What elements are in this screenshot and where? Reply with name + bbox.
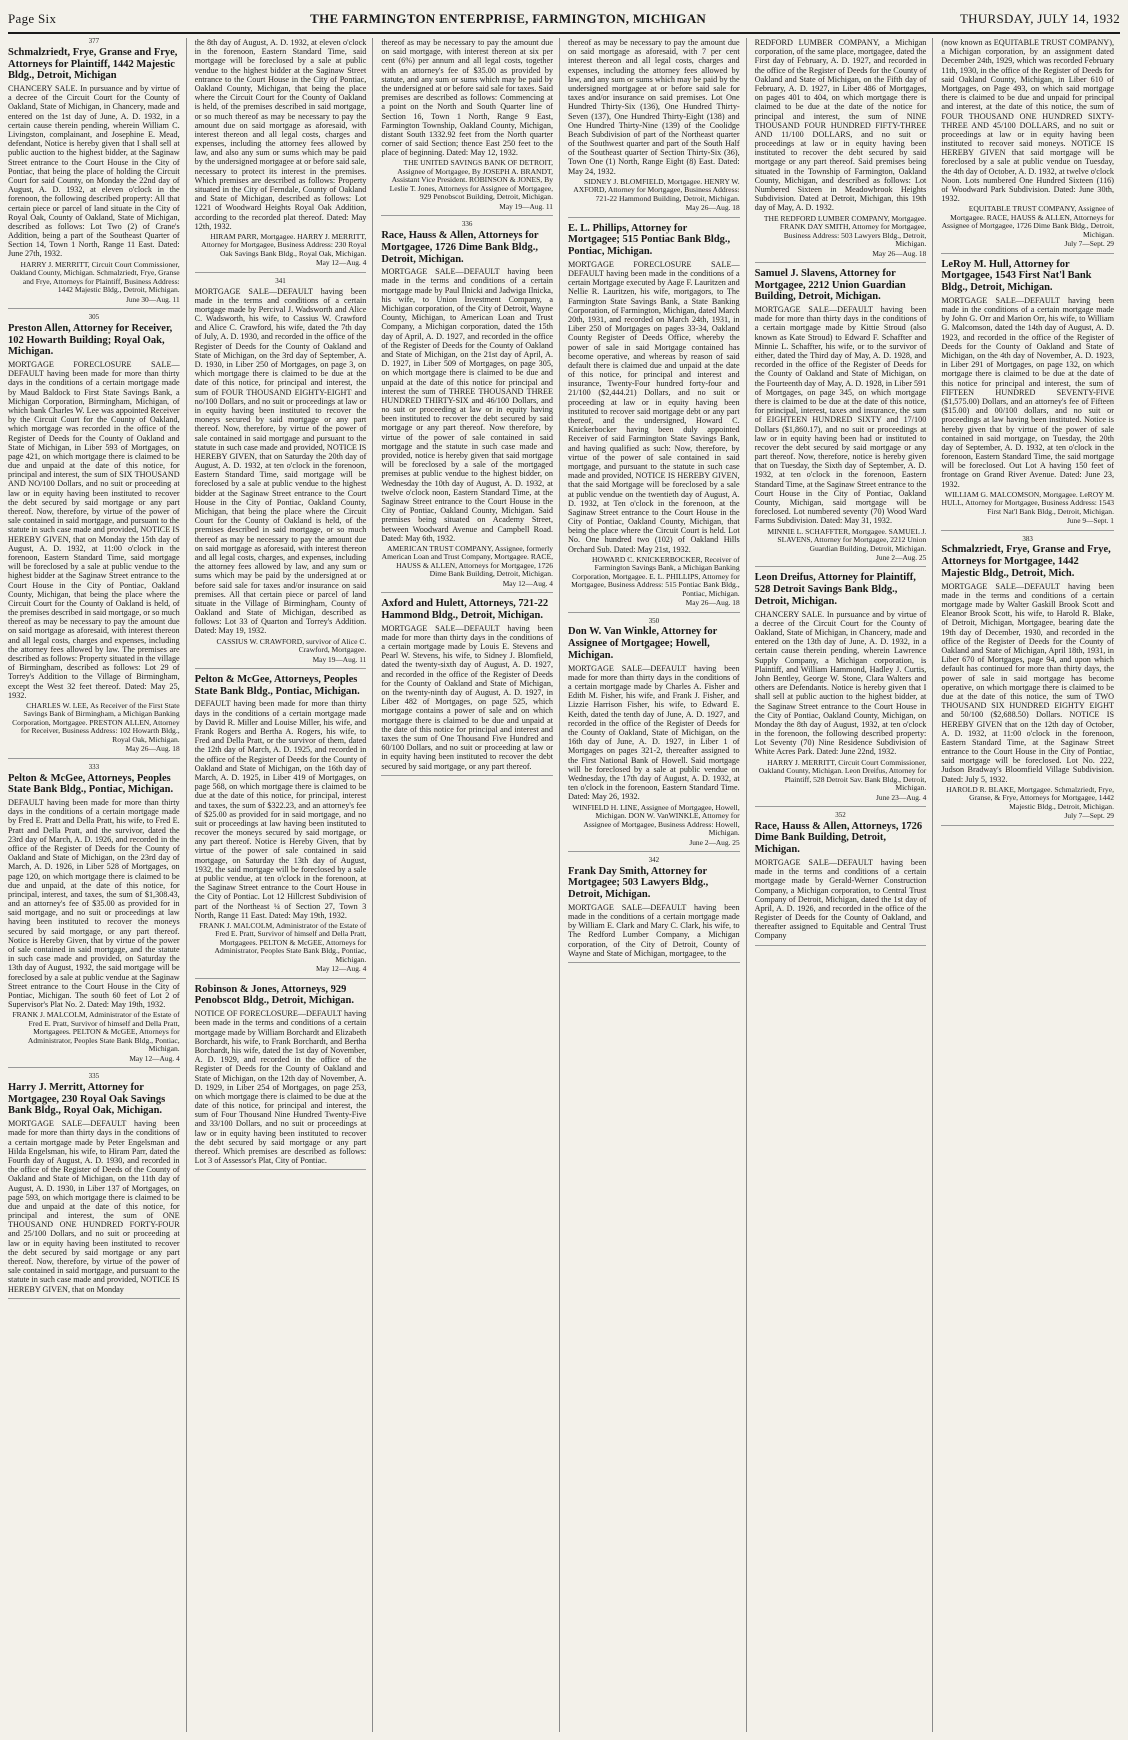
notice-heading: Preston Allen, Attorney for Receiver, 102 Howarth Building; Royal Oak, Michigan.	[8, 322, 173, 358]
notice-signature: WILLIAM G. MALCOMSON, Mortgagee. LeROY M. HULL, Attorney for Mortgagee, Business Address: 1543 First Nat'l Bank Bldg., Detroit, Michigan.	[941, 489, 1114, 516]
notice-heading: LeRoy M. Hull, Attorney for Mortgagee, 1543 First Nat'l Bank Bldg., Detroit, Michigan.	[941, 258, 1092, 294]
notice-body: CHANCERY SALE. In pursuance and by virtue of a decree of the Circuit Court for the County of Oakland, State of Michigan, in Chancery, made and entered on the 1st day of June, A. D. 1932, in a certain cause therein pending, wherein William C. Livingston, complainant, and Josephine E. Mead, defendant, Notice is hereby given that I shall sell at public auction to the highest bidder, at the Saginaw Street entrance to the Court House in the City of Pontiac, that being the place of holding the Circuit Court for said County, on Monday the 22nd day of August, A. D. 1932, at eleven o'clock in the forenoon, the following described property: All that certain piece or parcel of land situate in the City of Royal Oak, County of Oakland, State of Michigan, described as follows: Lot Two (2) of Crane's Addition, being a part of the Southeast Quarter of Section 14, Town 1 North, Range 11 East. Dated: June 27th, 1932.	[8, 84, 180, 259]
notice-run-dates: May 26—Aug. 18	[685, 203, 740, 213]
notice-heading: Schmalzriedt, Frye, Granse and Frye, Attorneys for Mortgagee, 1442 Majestic Bldg., Detroit, Mich.	[941, 544, 1111, 579]
notice-heading: Schmalzriedt, Frye, Granse and Frye, Attorneys for Plaintiff, 1442 Majestic Bldg., Detroit, Michigan	[8, 46, 178, 82]
notice-run-dates: May 19—Aug. 11	[499, 201, 553, 211]
column-3	[381, 38, 560, 1732]
notice-run-dates: June 9—Sept. 1	[1066, 516, 1114, 526]
notice-signature: EQUITABLE TRUST COMPANY, Assignee of Mortgagee. RACE, HAUSS & ALLEN, Attorneys for Assignee of Mortgagee, 1726 Dime Bank Bldg., Detroit, Michigan.	[941, 204, 1114, 239]
notice-body: MORTGAGE SALE—DEFAULT having been made in the terms and conditions of a certain mortgage made by Percival J. Wadsworth and Alice C. Wadsworth, his wife, to Cassius W. Crawford and Alice C. Crawford, his wife, dated the 7th day of July, A. D. 1930, and recorded in the office of the Register of Deeds for the County of Oakland and State of Michigan, on the 3rd day of September, A. D. 1930, in Liber 250 of Mortgages, on page 3, on which mortgage there is claimed to be due at the date of this notice, for principal and interest, the sum of FOUR THOUSAND EIGHTY-EIGHT and no/100 Dollars, and no suit or proceedings at law or in equity having been instituted to recover the moneys secured by said mortgage or any part thereof. Now, therefore, by virtue of the power of sale contained in said mortgage and pursuant to the statute in such case made and provided, NOTICE IS HEREBY GIVEN, that on Saturday the 20th day of August, A. D. 1932, at ten o'clock in the forenoon, Eastern Standard Time, said mortgage will be foreclosed by a sale at public vendue to the highest bidder at the Saginaw Street entrance to the Court House in the City of Pontiac, Oakland County, Michigan, that being the place where the Circuit Court for the County of Oakland is held, of the premises described in said mortgage, or so much thereof as may be necessary to pay the amount due on said mortgage as aforesaid, with interest thereon and all legal costs, charges, and expenses, including the attorney fees allowed by law, and any sum or sums which may be paid by the undersigned at or before said sale for taxes and/or insurance on said premises. All that certain piece or parcel of land situate in the Village of Birmingham, County of Oakland and State of Michigan, described as follows: Lot 33 of Quarton and Torrey's Addition. Dated: May 19, 1932.	[194, 286, 367, 636]
notice-number: 383	[1022, 534, 1033, 543]
legal-notice	[755, 268, 927, 568]
legal-notice	[568, 618, 740, 852]
notice-heading: Axford and Hulett, Attorneys, 721-22 Hammond Bldg., Detroit, Michigan.	[381, 598, 549, 621]
notice-heading: Pelton & McGee, Attorneys, Peoples State Bank Bldg., Pontiac, Michigan.	[8, 772, 174, 796]
column-5	[755, 38, 934, 1732]
notice-signature: WINFIELD H. LINE, Assignee of Mortgagee, Howell, Michigan. DON W. VanWINKLE, Attorney for Assignee of Mortgagee, Business Address: Howell, Michigan.	[572, 802, 740, 838]
notice-signature: SIDNEY J. BLOMFIELD, Mortgagee. HENRY W. AXFORD, Attorney for Mortgagee, Business Address: 721-22 Hammond Building, Detroit, Michigan.	[573, 176, 740, 203]
notice-number: 333	[88, 762, 100, 771]
notice-signature: THE REDFORD LUMBER COMPANY, Mortgagee. FRANK DAY SMITH, Attorney for Mortgagee, Business Address: 503 Lawyers Bldg., Detroit, Michigan.	[763, 213, 927, 249]
notice-number: 336	[461, 220, 473, 229]
notice-body: MORTGAGE SALE—DEFAULT having been made in the terms and conditions of a certain mortgage made by Paul Ilnicki and Jadwiga Ilnicka, his wife, to Union Investment Company, a Michigan corporation, of the City of Detroit, Wayne County, Michigan, to American Loan and Trust Company, a Michigan corporation, dated the 15th day of April, A. D. 1927, and recorded in the office of the Register of Deeds for the County of Oakland and State of Michigan, on the 21st day of April, A. D. 1927, in Liber 509 of Mortgages, on page 305, on which mortgage there is claimed to be due and unpaid at the date of this notice for principal and interest the sum of THREE THOUSAND THREE HUNDRED THIRTY-SIX and 46/100 Dollars, and no suit or proceeding at law or in equity having been instituted to recover the debt secured by said mortgage or any part thereof. Now therefore, by virtue of the power of sale contained in said mortgage and the statute in such case made and provided, notice is hereby given that said mortgage will be foreclosed by a sale of the mortgaged premises at public vendue to the highest bidder, on Wednesday the 10th day of August, A. D. 1932, at twelve o'clock noon, Eastern Standard Time, at the Saginaw Street entrance to the Court House in the City of Pontiac, Oakland County, Michigan. Said premises being situated on Academy Street, between Woodward Avenue and Campbell Road. Dated: May 6th, 1932.	[381, 267, 553, 543]
notice-run-dates: May 26—Aug. 18	[685, 598, 740, 608]
legal-notice	[568, 857, 740, 963]
legal-notice	[195, 278, 367, 669]
legal-notice	[755, 812, 927, 946]
masthead	[8, 6, 1120, 34]
legal-notice	[568, 38, 740, 218]
column-1	[8, 38, 187, 1732]
notice-body: (now known as EQUITABLE TRUST COMPANY), a Michigan corporation, by an assignment dated December 24th, 1929, which was recorded February 11th, 1930, in the office of the Register of Deeds for said Oakland County, Michigan, in Liber 610 of Mortgages, on Page 493, on which said mortgage there is claimed to be due and unpaid for principal and interest, at the date of this notice, the sum of FOUR THOUSAND ONE HUNDRED SIXTY-THREE AND 45/100 DOLLARS, and no suit or proceedings at law or in equity having been instituted to recover said moneys. NOTICE IS HEREBY GIVEN that said mortgage will be foreclosed by a sale at public vendue on Tuesday, the 4th day of October, A. D. 1932, at twelve o'clock Noon. Lots numbered One Hundred Sixteen (116) of Woodward Park Subdivision. Dated: June 30th, 1932.	[941, 38, 1114, 204]
notice-body: MORTGAGE SALE—DEFAULT having been made for more than thirty days in the conditions of a certain mortgage made by Peter Engelsman and Hilda Engelsman, his wife, to Hiram Parr, dated the Fourth day of August, A. D. 1930, and recorded in the office of the Register of Deeds of the County of Oakland and State of Michigan, on the 11th day of August, A. D. 1930, in Liber 137 of Mortgages, on page 593, on which mortgage there is claimed to be due and unpaid at the date of this notice, for principal and interest, the sum of ONE THOUSAND ONE HUNDRED FORTY-FOUR and 25/100 Dollars, and no suit or proceeding at law or in equity having been instituted to recover the debt secured by said mortgage or any part thereof. Now, therefore, by virtue of the power of sale contained in said mortgage, and pursuant to the statute in such case made and provided, NOTICE IS HEREBY GIVEN, that on Monday	[8, 1119, 180, 1294]
notice-body: REDFORD LUMBER COMPANY, a Michigan corporation, of the same place, mortgagee, dated the First day of February, A. D. 1927, and recorded in the office of the Register of Deeds for the County of Oakland and State of Michigan, on the Fifth day of February, A. D. 1927, in Liber 486 of Mortgages, on pages 401 to 404, on which mortgage there is claimed to be due at the date of the notice for principal and interest, the sum of NINE THOUSAND FOUR HUNDRED FIFTY-THREE AND 11/100 DOLLARS, and no suit or proceedings at law or in equity having been instituted to recover the debt secured by said mortgage or any part thereof. Said premises being situated in the Township of Farmington, Oakland County, Michigan, and described as follows: Lot Numbered Sixteen in Meadowbrook Heights Subdivision. Dated at Detroit, Michigan, this 19th day of May, A. D. 1932.	[754, 38, 927, 213]
notice-body: CHANCERY SALE. In pursuance and by virtue of a decree of the Circuit Court for the County of Oakland, State of Michigan, in Chancery, made and entered on the 13th day of June, A. D. 1932, in a certain cause therein pending, wherein Lawrence Supply Company, a Michigan corporation, is Plaintiff, and William Hammond, Hadley J. Curtis, John Bentley, George W. Stone, Clara Walters and others are Defendants. Notice is hereby given that I shall sell at public auction to the highest bidder, at the Saginaw Street entrance to the Court House in the City of Pontiac, Oakland County, Michigan, on Monday the 8th day of August, 1932, at ten o'clock in the forenoon, the following described property: Lot Seventy (70) Nine Residence Subdivision of White Acres Park. Dated: June 22nd, 1932.	[754, 609, 927, 757]
legal-notice	[381, 598, 553, 776]
notice-body: DEFAULT having been made for more than thirty days in the conditions of a certain mortgage made by David R. Miller and Louise Miller, his wife, and Frank Rogers and Bertha A. Rogers, his wife, to Fred and Della Pratt, or the survivor of them, dated the 12th day of March, A. D. 1925, and recorded in the office of the Register of Deeds for the County of Oakland and State of Michigan, on the 16th day of March, A. D. 1925, in Liber 419 of Mortgages, on page 568, on which mortgage there is claimed to be due at the date of this notice, for principal, interest and taxes, the sum of $322.23, and an attorney's fee of $25.00 as provided for in said mortgage, and no suit or proceedings at law having been instituted to recover the moneys secured by said mortgage, or any part thereof. Notice is Hereby Given, that by virtue of the power of sale contained in said mortgage, on Saturday the 13th day of August, 1932, the said mortgage will be foreclosed by a sale at public vendue, at ten o'clock in the forenoon, at the Saginaw Street entrance to the Court House in the City of Pontiac. Lot 12 Hillcrest Subdivision of part of the Northeast ¼ of Section 27, Town 3 North, Range 11 East. Dated: May 19th, 1932.	[194, 699, 367, 920]
notice-run-dates: June 23—Aug. 4	[876, 792, 927, 802]
notice-heading: Samuel J. Slavens, Attorney for Mortgagee, 2212 Union Guardian Building, Detroit, Michigan.	[754, 267, 906, 303]
notice-signature: CASSIUS W. CRAWFORD, survivor of Alice C. Crawford, Mortgagee.	[216, 636, 367, 655]
notice-heading: Race, Hauss & Allen, Attorneys for Mortgagee, 1726 Dime Bank Bldg., Detroit, Michigan.	[381, 230, 539, 265]
notice-heading: Frank Day Smith, Attorney for Mortgagee; 503 Lawyers Bldg., Detroit, Michigan.	[568, 865, 709, 901]
notice-run-dates: July 7—Sept. 29	[1064, 811, 1114, 821]
notice-body: MORTGAGE SALE—DEFAULT having been made in the conditions of a certain mortgage made by John G. Orr and Marion Orr, his wife, to William G. Malcomson, dated the 14th day of August, A. D. 1923, and recorded in the office of the Register of Deeds for the County of Oakland and State of Michigan, on the 4th day of November, A. D. 1923, in Liber 291 of Mortgages, on page 132, on which mortgage there is claimed to be due at the date of this notice for principal and interest, the sum of FIFTEEN HUNDRED SEVENTY-FIVE ($1,575.00) Dollars, and an attorney's fee of Fifteen ($15.00) and 00/100 dollars, and no suit or proceedings at law having been instituted. Notice is hereby given that by virtue of the power of sale contained in said mortgage, on Tuesday, the 20th day of September, A. D. 1932, at ten o'clock in the forenoon, Eastern Standard Time, the said mortgage will be foreclosed. Out Lot A having 150 feet of frontage on Grand River Avenue. Dated: June 23, 1932.	[941, 295, 1114, 489]
notice-body: MORTGAGE SALE—DEFAULT having been made in the terms and conditions of a certain mortgage made by Gerald-Werner Construction Company, a Michigan corporation, to Central Trust Company of Detroit, Michigan, dated the 1st day of April, A. D. 1926, and recorded in the office of the Register of Deeds for the County of Oakland, and thereafter assigned to Equitable and Central Trust Company	[754, 857, 927, 941]
notice-run-dates: May 19—Aug. 11	[312, 654, 367, 664]
notice-heading: Pelton & McGee, Attorneys, Peoples State Bank Bldg., Pontiac, Michigan.	[194, 673, 360, 697]
notice-signature: FRANK J. MALCOLM, Administrator of the Estate of Fred E. Pratt, Survivor of himself and Della Pratt, Mortgagees. PELTON & McGEE, Attorneys for Administrator, Peoples State Bank Bldg., Pontiac, Michigan.	[199, 920, 367, 964]
notice-signature: HARRY J. MERRITT, Circuit Court Commissioner, Oakland County, Michigan. Leon Dreifus, Attorney for Plaintiff, 528 Detroit Sav. Bank Bldg., Detroit, Michigan.	[758, 757, 927, 793]
notice-run-dates: May 26—Aug. 18	[872, 248, 927, 258]
notice-signature: HARRY J. MERRITT, Circuit Court Commissioner, Oakland County, Michigan. Schmalzriedt, Frye, Granse and Frye, Attorneys for Plaintiff, Business Address: 1442 Majestic Bldg., Detroit, Michigan.	[10, 259, 180, 295]
notice-run-dates: June 2—Aug. 25	[876, 553, 927, 563]
notice-heading: Don W. Van Winkle, Attorney for Assignee of Mortgagee; Howell, Michigan.	[568, 626, 718, 661]
notice-run-dates: May 12—Aug. 4	[316, 964, 367, 974]
issue-date: THURSDAY, JULY 14, 1932	[959, 11, 1120, 26]
notice-number: 305	[88, 312, 100, 321]
notice-signature: MINNIE L. SCHAFFTER, Mortgagee. SAMUEL J. SLAVENS, Attorney for Mortgagee, 2212 Union Guardian Building, Detroit, Michigan.	[767, 526, 927, 553]
notice-body: MORTGAGE FORECLOSURE SALE—DEFAULT having been made in the conditions of a certain Mortgage executed by Aage F. Lauritzen and Nellie R. Lauritzen, his wife, mortgagors, to The Farmington State Savings Bank, a State Banking Corporation, of Farmington, Michigan, dated March 20th, 1931, and recorded on March 24th, 1931, in Liber 250 of Mortgages on pages 33-34, Oakland County Register of Deeds Office, whereby the power of sale in said Mortgage contained has become operative, and whereas by reason of said default there is claimed due and unpaid at the date of this notice, for principal and interest and insurance, Twenty-Four hundred forty-four and 21/100 ($2,444.21) Dollars, and no suit or proceeding at law or in equity having been instituted to recover said mortgage debt or any part thereof, and the undersigned, Howard C. Knickerbocker having been duly appointed Receiver of said Farmington State Savings Bank, and having qualified as such: Now, therefore, by virtue of the power of sale contained in said mortgage, and pursuant to the statute in such case made and provided, NOTICE IS HEREBY GIVEN, that the said Mortgage will be foreclosed by a sale at public vendue on the twentieth day of August, A. D. 1932, at Ten o'clock in the forenoon, at the Saginaw Street entrance to the Court House in the City of Pontiac, Oakland County, Michigan, that being the place where the Circuit Court is held. Lot No. One hundred two (102) of Oakland Hills Orchard Sub. Dated: May 21st, 1932.	[568, 259, 740, 554]
notice-body: the 8th day of August, A. D. 1932, at eleven o'clock in the forenoon, Eastern Standard Time, said mortgage will be foreclosed by a sale at public vendue to the highest bidder at the Saginaw Street entrance to the Court House in the City of Pontiac, Oakland County, Michigan, that being the place where the Circuit Court for the County of Oakland is held, of the premises described in said mortgage, or so much thereof as may be necessary to pay the amount due on said mortgage as aforesaid, with interest thereon and all legal costs, charges and expenses, including the attorney fees allowed by law, and also any sum or sums which may be paid by the undersigned mortgagee at or before said sale, necessary to protect its interest in the premises. Which premises are described as follows: Property situated in the City of Ferndale, County of Oakland and State of Michigan, described as follows: Lot 1221 of Woodward Heights Royal Oak Addition, according to the recorded plat thereof. Dated: May 12th, 1932.	[194, 38, 367, 231]
notice-signature: CHARLES W. LEE, As Receiver of the First State Savings Bank of Birmingham, a Michigan Banking Corporation, Mortgagee. PRESTON ALLEN, Attorney for Receiver, Business Address: 102 Howarth Bldg., Royal Oak, Michigan.	[12, 700, 180, 744]
notice-number: 350	[648, 616, 660, 625]
notice-heading: Race, Hauss & Allen, Attorneys, 1726 Dime Bank Building, Detroit, Michigan.	[754, 820, 923, 856]
notice-body: MORTGAGE FORECLOSURE SALE—DEFAULT having been made for more than thirty days in the conditions of a certain mortgage made by Maud Baldock to First State Savings Bank, a Michigan Corporation, Birmingham, Michigan, of which bank Charles W. Lee was appointed Receiver by the Circuit Court for the County of Oakland, which mortgage was recorded in the office of the Register of Deeds for the County of Oakland and State of Michigan, in Liber 593 of Mortgages, on page 421, on which mortgage there is claimed to be due and unpaid at the date of this notice, for principal and interest, the sum of SIX THOUSAND AND NO/100 Dollars, and no suit or proceeding at law or in equity having been instituted to recover the debt secured by said mortgage or any part thereof. Now, therefore, by virtue of the power of sale contained in said mortgage, and pursuant to the statute in such case made and provided, NOTICE IS HEREBY GIVEN, that on Monday the 15th day of August, A. D. 1932, at 11:00 o'clock in the forenoon, Eastern Standard Time, said mortgage will be foreclosed by a sale at public vendue to the highest bidder at the Saginaw Street entrance to the Court House in the City of Pontiac, Oakland County, Michigan, that being the place where the Circuit Court for the County of Oakland is held, of the premises described in said mortgage, or so much thereof as may be necessary to pay the amount due on said mortgage as aforesaid, with interest thereon and all legal costs, charges and expenses, including the attorney fees allowed by law. The premises are described as follows: Property situated in the village of Birmingham, described as follows: Lot 29 of Torrey's Addition to the Village of Birmingham, except the West 32 feet thereof. Dated: May 25, 1932.	[8, 360, 180, 700]
newspaper-columns	[8, 38, 1120, 1732]
notice-body: DEFAULT having been made for more than thirty days in the conditions of a certain mortgage made by Fred E. Pratt and Della Pratt, his wife, to Fred E. Pratt and Della Pratt, and the survivor, dated the 23rd day of March, A. D. 1926, and recorded in the office of the Register of Deeds for the County of Oakland and State of Michigan, on the 23rd day of March, A. D. 1926, in Liber 528 of Mortgages, on page 120, on which mortgage there is claimed to be due and unpaid, at the date of this notice, for principal, interest, and taxes, the sum of $1,308.43, and an attorney's fee of $35.00 as provided for in said mortgage, and no suit or proceedings at law having been instituted to recover the moneys secured by said mortgage, or any part thereof. Notice is Hereby Given, that by virtue of the power of sale contained in said mortgage, and the statute in such case made and provided, on Saturday the 13th day of August, 1932, the said mortgage will be foreclosed by a sale at public vendue at the Saginaw Street entrance to the Court House in the City of Pontiac, Michigan. The south 60 feet of Lot 2 of Supervisor's Plat No. 2. Dated: May 19th, 1932.	[8, 798, 180, 1010]
legal-notice	[195, 674, 367, 979]
newspaper-title: THE FARMINGTON ENTERPRISE, FARMINGTON, MICHIGAN	[310, 11, 707, 26]
column-4	[568, 38, 747, 1732]
notice-number: 377	[88, 38, 100, 45]
notice-body: thereof as may be necessary to pay the amount due on said mortgage as aforesaid, with 7 per cent interest thereon and all legal costs, charges and expenses, including the attorney fees allowed by law, and any sum or sums which may be paid by the undersigned mortgagee at or before said sale for taxes and/or insurance on said premises. Lot One Hundred Thirty-Six (136), One Hundred Thirty-Seven (137), One Hundred Thirty-Eight (138) and One Hundred Thirty-Nine (139) of the Coolidge Beach Subdivision of part of the Northeast quarter of the Southwest quarter and part of the South Half of the Southeast quarter of Section Thirty-Six (36), Town One (1) North, Range Eight (8) East. Dated: May 24, 1932.	[568, 38, 740, 176]
notice-number: 335	[88, 1072, 100, 1081]
notice-signature: AMERICAN TRUST COMPANY, Assignee, formerly American Loan and Trust Company, Mortgagee. RACE, HAUSS & ALLEN, Attorneys for Mortgagee, 1726 Dime Bank Building, Detroit, Michigan.	[381, 543, 553, 579]
notice-number: 352	[835, 810, 846, 819]
legal-notice	[8, 1073, 180, 1299]
notice-body: MORTGAGE SALE—DEFAULT having been made in the conditions of a certain mortgage made by William E. Clark and Mary C. Clark, his wife, to The Redford Lumber Company, a Michigan corporation, of the City of Detroit, County of Wayne and State of Michigan, mortgagee, to the	[568, 902, 740, 958]
notice-run-dates: June 30—Aug. 11	[125, 294, 180, 304]
notice-heading: Robinson & Jones, Attorneys, 929 Penobscot Bldg., Detroit, Michigan.	[194, 983, 354, 1007]
column-2	[195, 38, 374, 1732]
legal-notice	[381, 221, 553, 593]
notice-signature: THE UNITED SAVINGS BANK OF DETROIT, Assignee of Mortgagee, By JOSEPH A. BRANDT, Assistant Vice President. ROBINSON & JONES, By Leslie T. Jones, Attorneys for Assignee of Mortgagee, 929 Penobscot Building, Detroit, Michigan.	[389, 158, 553, 202]
legal-notice	[941, 38, 1114, 254]
column-6	[941, 38, 1120, 1732]
notice-number: 342	[648, 855, 660, 864]
notice-signature: HAROLD R. BLAKE, Mortgagee. Schmalzriedt, Frye, Granse, & Frye, Attorneys for Mortgagee, 1442 Majestic Bldg., Detroit, Michigan.	[946, 784, 1114, 811]
legal-notice	[568, 223, 740, 613]
notice-heading: Leon Dreifus, Attorney for Plaintiff, 528 Detroit Savings Bank Bldg., Detroit, Michigan.	[754, 572, 916, 607]
notice-run-dates: May 12—Aug. 4	[502, 578, 553, 588]
legal-notice	[195, 38, 367, 273]
legal-notice	[941, 259, 1114, 531]
notice-run-dates: June 2—Aug. 25	[689, 837, 740, 847]
page-number: Page Six	[8, 11, 57, 26]
notice-run-dates: May 26—Aug. 18	[125, 744, 180, 754]
notice-body: MORTGAGE SALE—DEFAULT having been made in the terms and conditions of a certain mortgage made by Walter Gaskill Brook Scott and Eleanor Brook Scott, his wife, to Harold R. Blake, of Detroit, Michigan, Mortgagee, bearing date the 19th day of December, 1930, and recorded in the office of the Register of Deeds for the County of Oakland and State of Michigan, April 18th, 1931, in Liber 670 of Mortgages, page 94, and upon which default has continued for more than thirty days, the power of sale in said mortgage has become operative, on which mortgage there is claimed to be due at the date of this notice, the sum of TWO THOUSAND SIX HUNDRED EIGHTY EIGHT and 50/100 ($2,688.50) Dollars. NOTICE IS HEREBY GIVEN that on the 12th day of October, A. D. 1932, at 11:00 o'clock in the forenoon, Eastern Standard Time, at the Saginaw Street entrance to the Court House in the City of Pontiac, said mortgage will be foreclosed. Lot No. 222, Judson Bradway's Bloomfield Village Subdivision. Dated: July 5, 1932.	[941, 581, 1114, 784]
notice-run-dates: July 7—Sept. 29	[1064, 239, 1114, 249]
notice-signature: HIRAM PARR, Mortgagee. HARRY J. MERRITT, Attorney for Mortgagee, Business Address: 230 Royal Oak Savings Bank Bldg., Royal Oak, Michigan.	[201, 231, 367, 258]
legal-notice	[381, 38, 553, 216]
notice-run-dates: May 12—Aug. 4	[316, 258, 367, 268]
notice-run-dates: May 12—Aug. 4	[129, 1053, 180, 1063]
notice-heading: E. L. Phillips, Attorney for Mortgagee; 515 Pontiac Bank Bldg., Pontiac, Michigan.	[568, 222, 731, 258]
legal-notice	[755, 572, 927, 807]
notice-body: MORTGAGE SALE—DEFAULT having been made for more than thirty days in the conditions of a certain mortgage made by Kittie Stroud (also known as Kate Stroud) to Edward F. Schaffter and Minnie L. Schaffter, his wife, or to the survivor of either, dated the Third day of May, A. D. 1928, and recorded in the office of the Register of Deeds for the County of Oakland and State of Michigan, on the Fourteenth day of May, A. D. 1928, in Liber 591 of Mortgages, on page 345, on which mortgage there is claimed to be due at the date of this notice, for principal, interest, taxes and insurance, the sum of EIGHTEEN HUNDRED SIXTY and 17/100 Dollars ($1,860.17), and no suit or proceedings at law or in equity having been had or instituted to recover the debt secured by said mortgage or any part thereof. Now, therefore, notice is hereby given that on Tuesday, the Sixth day of September, A. D. 1932, at ten o'clock in the forenoon, Eastern Standard Time, at the Saginaw Street entrance to the Court House in the City of Pontiac, Oakland County, Michigan, said mortgage will be foreclosed. Lot numbered seventy (70) Wood Ward Farms Subdivision. Dated: May 31, 1932.	[754, 305, 927, 526]
legal-notice	[941, 536, 1114, 826]
legal-notice	[195, 984, 367, 1171]
legal-notice	[755, 38, 927, 263]
legal-notice	[8, 38, 180, 309]
notice-signature: FRANK J. MALCOLM, Administrator of the Estate of Fred E. Pratt, Survivor of himself and Della Pratt, Mortgagees. PELTON & McGEE, Attorneys for Administrator, Peoples State Bank Bldg., Pontiac, Michigan.	[12, 1010, 180, 1054]
legal-notice	[8, 314, 180, 759]
notice-body: NOTICE OF FORECLOSURE—DEFAULT having been made in the terms and conditions of a certain mortgage made by William Borchardt and Elizabeth Borchardt, his wife, to Frank Borchardt, and Bertha Borchardt, his wife, dated the 1st day of November, A. D. 1929, and recorded in the office of the Register of Deeds for the County of Oakland and State of Michigan, on the 12th day of November, A. D. 1929, in Liber 254 of Mortgages, on page 253, on which mortgage there is claimed to be due at the date of this notice, for principal and interest, the sum of Four Thousand Nine Hundred Twenty-Five and 33/100 Dollars, and no suit or proceedings at law or in equity having been instituted to recover the debt secured by said mortgage or any part thereof. Which premises are described as follows: Lot 3 of Assessor's Plat, City of Pontiac.	[194, 1009, 367, 1166]
notice-signature: HOWARD C. KNICKERBOCKER, Receiver of Farmington Savings Bank, a Michigan Banking Corporation, Mortgagee. E. L. PHILLIPS, Attorney for Mortgagee, Business Address: 515 Pontiac Bank Bldg., Pontiac, Michigan.	[571, 554, 740, 598]
legal-notice	[8, 764, 180, 1068]
notice-heading: Harry J. Merritt, Attorney for Mortgagee, 230 Royal Oak Savings Bank Bldg., Royal Oak, Michigan.	[8, 1081, 166, 1117]
notice-body: MORTGAGE SALE—DEFAULT having been made for more than thirty days in the conditions of a certain mortgage made by Charles A. Fisher and Edith M. Fisher, his wife, and Frank J. Fisher, and Lizzie Harrison Fisher, his wife, to Edward E. Keith, dated the tenth day of June, A. D. 1927, and recorded in the office of the Register of Deeds for the County of Oakland, State of Michigan, on the 16th day of June, A. D. 1927, in Liber 1 of Mortgages on pages 321-2, thereafter assigned to the First National Bank of Howell. Said mortgage will be foreclosed by a sale at public vendue on Wednesday, the 17th day of August, A. D. 1932, at ten o'clock in the forenoon, Eastern Standard Time. Dated: May 26, 1932.	[568, 663, 740, 802]
notice-body: thereof as may be necessary to pay the amount due on said mortgage, with interest thereon at six per cent (6%) per annum and all legal costs, together with an attorney's fee of $35.00 as provided by statute, and any sum or sums which may be paid by the undersigned at or before said sale for taxes. Said premises are described as follows: Commencing at a point on the North and South Quarter line of Section 16, Town 1 North, Range 9 East, Farmington Township, Oakland County, Michigan, distant South 1332.92 feet from the North quarter corner of said Section; thence East 250 feet to the place of beginning. Dated: May 12, 1932.	[381, 38, 553, 158]
notice-number: 341	[275, 276, 286, 285]
notice-body: MORTGAGE SALE—DEFAULT having been made for more than thirty days in the conditions of a certain mortgage made by Louis E. Stevens and Pearl W. Stevens, his wife, to Sidney J. Blomfield, dated the twenty-sixth day of August, A. D. 1927, and recorded in the office of the Register of Deeds for the County of Oakland and State of Michigan, on the twenty-ninth day of August, A. D. 1927, in Liber 482 of Mortgages, on page 525, which mortgage contains a power of sale and on which mortgage there is claimed to be due and unpaid at the date of this notice for principal and interest and taxes the sum of One Thousand Five Hundred and 60/100 Dollars, and no suit or proceeding at law or in equity having been instituted to recover the debt secured by said mortgage, or any part thereof.	[381, 623, 553, 771]
